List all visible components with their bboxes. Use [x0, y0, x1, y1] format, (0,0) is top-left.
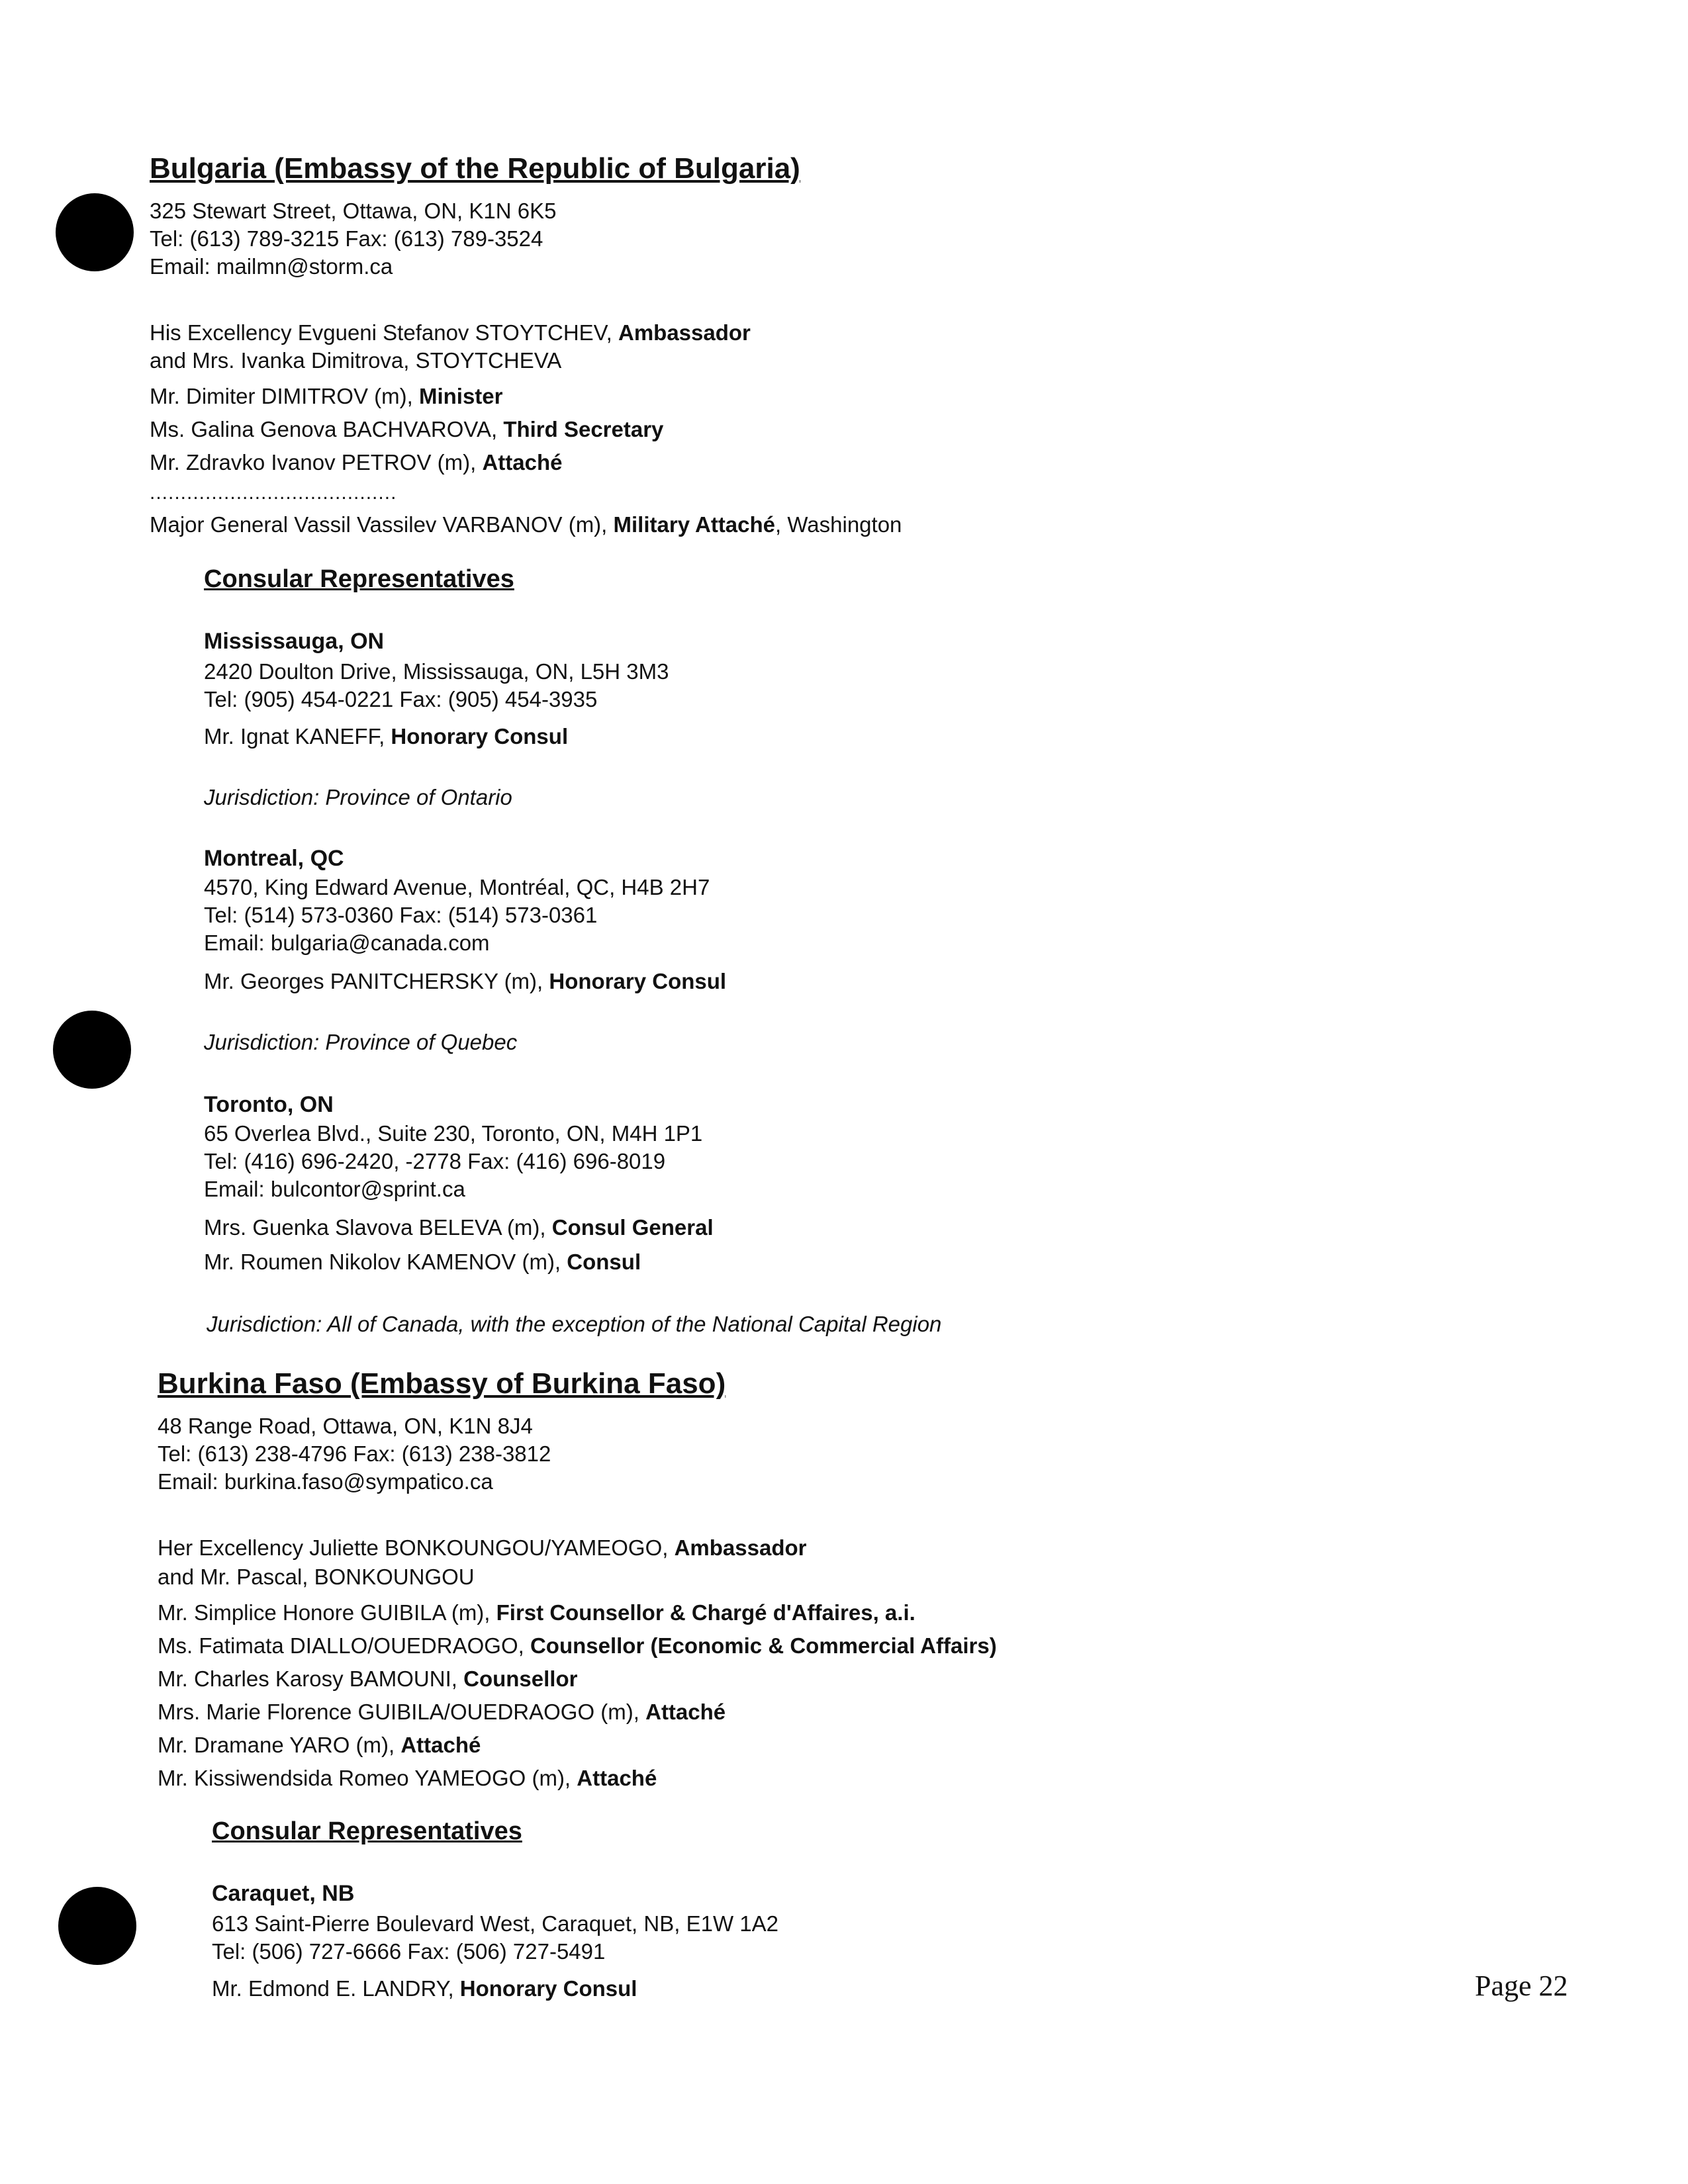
- consulate-line: 4570, King Edward Avenue, Montréal, QC, H4B 2H7: [204, 875, 710, 899]
- staff-title: Minister: [418, 384, 503, 408]
- staff-name: and Mrs. Ivanka Dimitrova, STOYTCHEVA: [150, 348, 562, 373]
- burkina-staff-5: [158, 1700, 726, 1725]
- staff-name: Mr. Kissiwendsida Romeo YAMEOGO (m),: [158, 1766, 577, 1790]
- consulate-person: [204, 1250, 641, 1275]
- staff-name: Her Excellency Juliette BONKOUNGOU/YAMEOGO,: [158, 1535, 675, 1560]
- staff-title: Attaché: [482, 450, 563, 475]
- person-title: Consul: [567, 1250, 641, 1274]
- staff-name: Mr. Dimiter DIMITROV (m),: [150, 384, 419, 408]
- person-title: Honorary Consul: [549, 969, 727, 993]
- staff-title: Counsellor (Economic & Commercial Affairs): [530, 1633, 997, 1658]
- staff-name: Mr. Simplice Honore GUIBILA (m),: [158, 1600, 496, 1625]
- burkina-staff-7: [158, 1766, 657, 1791]
- burkina-email: Email: burkina.faso@sympatico.ca: [158, 1469, 493, 1494]
- consulate-line: Tel: (416) 696-2420, -2778 Fax: (416) 696-8019: [204, 1149, 666, 1173]
- consulate-city-caraquet: Caraquet, NB: [212, 1881, 355, 1906]
- bulgaria-staff-3: [150, 417, 663, 442]
- dotted-separator: ........................................: [150, 482, 397, 504]
- staff-title: Counsellor: [463, 1666, 578, 1691]
- page-number: Page 22: [1475, 1970, 1568, 2002]
- burkina-address: 48 Range Road, Ottawa, ON, K1N 8J4: [158, 1414, 533, 1438]
- consulate-city-montreal: Montreal, QC: [204, 846, 344, 871]
- burkina-staff-0: [158, 1535, 806, 1561]
- bulgaria-military-attache: [150, 512, 902, 537]
- consulate-line: 2420 Doulton Drive, Mississauga, ON, L5H 3M3: [204, 659, 669, 684]
- bulgaria-consular-heading: Consular Representatives: [204, 565, 514, 593]
- consulate-person: [204, 724, 568, 749]
- burkina-staff-1: [158, 1565, 475, 1590]
- consulate-line: Email: bulcontor@sprint.ca: [204, 1177, 465, 1201]
- bulgaria-staff-4: [150, 450, 562, 475]
- person-name: Mr. Georges PANITCHERSKY (m),: [204, 969, 549, 993]
- staff-title: First Counsellor & Chargé d'Affaires, a.i.: [496, 1600, 915, 1625]
- burkina-title: Burkina Faso (Embassy of Burkina Faso): [158, 1367, 726, 1400]
- bulgaria-email: Email: mailmn@storm.ca: [150, 254, 393, 279]
- staff-title: Third Secretary: [503, 417, 664, 441]
- person-title: Honorary Consul: [391, 724, 569, 749]
- consulate-person: [204, 1215, 714, 1240]
- person-title: Consul General: [551, 1215, 714, 1240]
- burkina-staff-3: [158, 1633, 997, 1659]
- staff-name: Ms. Galina Genova BACHVAROVA,: [150, 417, 504, 441]
- bulgaria-title: Bulgaria (Embassy of the Republic of Bulgaria): [150, 152, 800, 185]
- bulgaria-address: 325 Stewart Street, Ottawa, ON, K1N 6K5: [150, 199, 557, 223]
- consulate-line: Email: bulgaria@canada.com: [204, 931, 490, 955]
- consulate-line: Tel: (514) 573-0360 Fax: (514) 573-0361: [204, 903, 598, 927]
- staff-title: Attaché: [577, 1766, 657, 1790]
- staff-name: and Mr. Pascal, BONKOUNGOU: [158, 1565, 475, 1589]
- consulate-jurisdiction: Jurisdiction: All of Canada, with the exception of the National Capital Region: [207, 1312, 942, 1336]
- burkina-staff-4: [158, 1666, 577, 1692]
- bulgaria-tel-fax: Tel: (613) 789-3215 Fax: (613) 789-3524: [150, 226, 543, 251]
- staff-name: Mr. Charles Karosy BAMOUNI,: [158, 1666, 464, 1691]
- staff-name: Mr. Zdravko Ivanov PETROV (m),: [150, 450, 483, 475]
- binder-hole-middle: [53, 1011, 131, 1089]
- consulate-line: Tel: (905) 454-0221 Fax: (905) 454-3935: [204, 687, 598, 711]
- staff-name: Major General Vassil Vassilev VARBANOV (m),: [150, 512, 614, 537]
- burkina-staff-6: [158, 1733, 481, 1758]
- person-name: Mrs. Guenka Slavova BELEVA (m),: [204, 1215, 552, 1240]
- staff-title: Attaché: [645, 1700, 726, 1724]
- bulgaria-staff-2: [150, 384, 503, 409]
- consulate-line: 65 Overlea Blvd., Suite 230, Toronto, ON, M4H 1P1: [204, 1121, 703, 1146]
- consulate-city-mississauga: Mississauga, ON: [204, 629, 385, 654]
- person-name: Mr. Edmond E. LANDRY,: [212, 1976, 460, 2001]
- staff-name: Mrs. Marie Florence GUIBILA/OUEDRAOGO (m),: [158, 1700, 646, 1724]
- staff-title: Ambassador: [618, 320, 751, 345]
- staff-name: His Excellency Evgueni Stefanov STOYTCHEV,: [150, 320, 618, 345]
- consulate-jurisdiction: Jurisdiction: Province of Ontario: [204, 785, 512, 809]
- consulate-person: [204, 969, 726, 994]
- binder-hole-bottom: [58, 1887, 136, 1965]
- person-name: Mr. Ignat KANEFF,: [204, 724, 391, 749]
- staff-title: Military Attaché: [613, 512, 776, 537]
- binder-hole-top: [56, 193, 134, 271]
- staff-title: Attaché: [400, 1733, 481, 1757]
- burkina-tel-fax: Tel: (613) 238-4796 Fax: (613) 238-3812: [158, 1441, 551, 1466]
- person-name: Mr. Roumen Nikolov KAMENOV (m),: [204, 1250, 567, 1274]
- burkina-consular-heading: Consular Representatives: [212, 1817, 522, 1845]
- staff-name: Mr. Dramane YARO (m),: [158, 1733, 401, 1757]
- consulate-line: 613 Saint-Pierre Boulevard West, Caraquet, NB, E1W 1A2: [212, 1911, 778, 1936]
- consulate-jurisdiction: Jurisdiction: Province of Quebec: [204, 1030, 518, 1054]
- bulgaria-staff-0: [150, 320, 751, 345]
- consulate-person: [212, 1976, 637, 2001]
- consulate-line: Tel: (506) 727-6666 Fax: (506) 727-5491: [212, 1939, 606, 1964]
- person-title: Honorary Consul: [459, 1976, 637, 2001]
- staff-name: Ms. Fatimata DIALLO/OUEDRAOGO,: [158, 1633, 530, 1658]
- bulgaria-staff-1: [150, 348, 561, 373]
- staff-title: Ambassador: [674, 1535, 807, 1560]
- consulate-city-toronto: Toronto, ON: [204, 1092, 334, 1117]
- staff-location: , Washington: [775, 512, 902, 537]
- burkina-staff-2: [158, 1600, 915, 1625]
